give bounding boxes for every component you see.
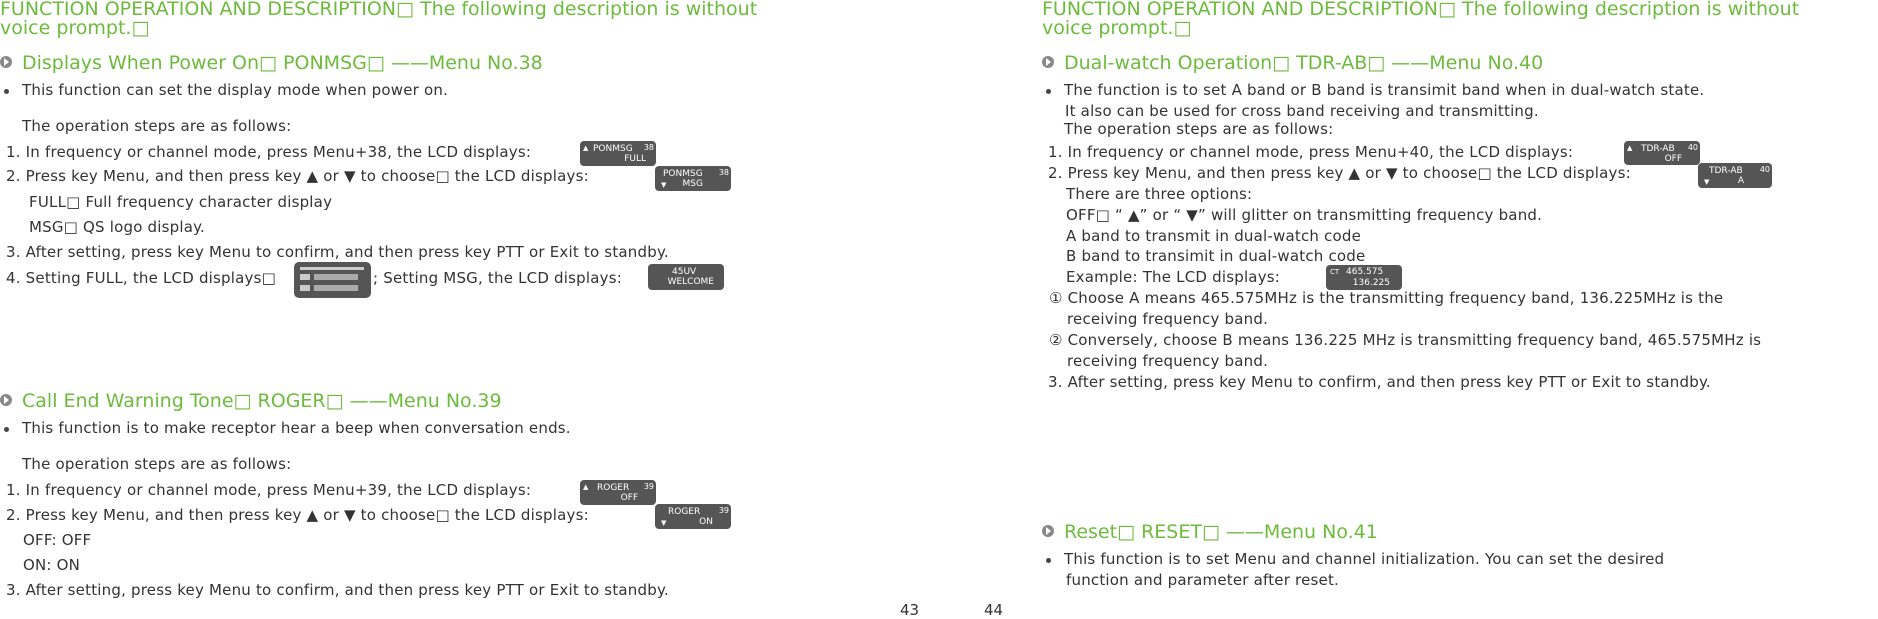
lcd-line1: 465.575	[1346, 267, 1384, 277]
lcd-display	[648, 264, 724, 290]
right-sec1-opt3: B band to transimit in dual-watch code	[1066, 247, 1366, 265]
lcd-line2: OFF	[1664, 154, 1682, 164]
up-arrow-icon: ▲	[583, 144, 589, 152]
right-sec1-ex2a: ② Conversely, choose B means 136.225 MHz is transmitting frequency band, 465.575MHz is	[1049, 331, 1762, 349]
left-sec2-opt1: OFF: OFF	[23, 531, 92, 549]
left-sec1-steps-intro: The operation steps are as follows:	[22, 117, 292, 135]
bullet-dot	[4, 427, 9, 432]
down-arrow-icon: ▼	[1704, 178, 1710, 186]
lcd-full-display-icon	[294, 262, 371, 298]
right-sec1-bullet: The function is to set A band or B band is transimit band when in dual-watch state.	[1064, 81, 1705, 99]
left-header-line1: FUNCTION OPERATION AND DESCRIPTION□ The following description is without	[0, 0, 758, 20]
left-sec2-step2: 2. Press key Menu, and then press key ▲ or ▼ to choose□ the LCD displays:	[6, 506, 589, 524]
left-sec1-step1: 1. In frequency or channel mode, press Menu+38, the LCD displays:	[6, 143, 532, 161]
right-sec1-step3: 3. After setting, press key Menu to confirm, and then press key PTT or Exit to standby.	[1048, 373, 1711, 391]
page-number-right: 44	[984, 601, 1004, 619]
right-header-line1: FUNCTION OPERATION AND DESCRIPTION□ The following description is without	[1042, 0, 1800, 20]
right-sec1-ex2b: receiving frequency band.	[1067, 352, 1269, 370]
right-sec1-ex1a: ① Choose A means 465.575MHz is the transmitting frequency band, 136.225MHz is the	[1049, 289, 1724, 307]
lcd-line1: PONMSG	[593, 144, 633, 154]
left-header-line2: voice prompt.□	[0, 17, 150, 39]
left-sec2-steps-intro: The operation steps are as follows:	[22, 455, 292, 473]
lcd-display	[580, 141, 656, 166]
lcd-line2: ON	[699, 517, 713, 527]
lcd-display	[1698, 163, 1772, 188]
page-number-left: 43	[900, 601, 920, 619]
right-sec1-opt0: There are three options:	[1066, 185, 1253, 203]
left-sec1-step4a: 4. Setting FULL, the LCD displays□	[6, 269, 276, 287]
bullet-dot	[1046, 558, 1051, 563]
left-sec2-step3: 3. After setting, press key Menu to confirm, and then press key PTT or Exit to standby.	[6, 581, 669, 599]
left-sec1-step2: 2. Press key Menu, and then press key ▲ or ▼ to choose□ the LCD displays:	[6, 167, 589, 185]
down-arrow-icon: ▼	[661, 519, 667, 527]
section-arrow-icon	[1042, 524, 1054, 538]
right-sec2-bullet: This function is to set Menu and channel initialization. You can set the desired	[1064, 550, 1665, 568]
lcd-line2: 136.225	[1352, 278, 1390, 288]
lcd-line2: OFF	[620, 493, 638, 503]
section-arrow-icon	[0, 55, 12, 69]
lcd-tag: CT	[1330, 268, 1340, 276]
left-sec1-title: Displays When Power On□ PONMSG□ ——Menu No.38	[22, 52, 543, 74]
lcd-line1: TDR-AB	[1709, 166, 1743, 176]
left-sec2-opt2: ON: ON	[23, 556, 81, 574]
down-arrow-icon: ▼	[661, 181, 667, 189]
lcd-menu-number: 38	[643, 143, 654, 152]
left-sec1-opt2: MSG□ QS logo display.	[29, 218, 206, 236]
left-sec1-bullet: This function can set the display mode when power on.	[22, 81, 449, 99]
right-sec1-step1: 1. In frequency or channel mode, press Menu+40, the LCD displays:	[1048, 143, 1574, 161]
right-sec1-step2: 2. Press key Menu, and then press key ▲ or ▼ to choose□ the LCD displays:	[1048, 164, 1631, 182]
lcd-line1: ROGER	[668, 507, 701, 517]
lcd-menu-number: 38	[718, 168, 729, 177]
right-sec1-example: Example: The LCD displays:	[1066, 268, 1281, 286]
left-sec1-opt1: FULL□ Full frequency character display	[29, 193, 333, 211]
right-sec1-ex1b: receiving frequency band.	[1067, 310, 1269, 328]
right-sec2-bullet2: function and parameter after reset.	[1066, 571, 1340, 589]
lcd-line1: 45UV	[672, 267, 697, 277]
lcd-display	[655, 166, 731, 191]
lcd-display	[1624, 141, 1700, 165]
lcd-line1: TDR-AB	[1641, 144, 1675, 154]
left-sec1-step4b: ; Setting MSG, the LCD displays:	[373, 269, 622, 287]
lcd-line1: ROGER	[597, 483, 630, 493]
lcd-menu-number: 40	[1687, 143, 1698, 152]
lcd-display	[580, 480, 656, 505]
bullet-dot	[1046, 89, 1051, 94]
lcd-menu-number: 40	[1759, 165, 1770, 174]
left-sec1-step3: 3. After setting, press key Menu to confirm, and then press key PTT or Exit to standby.	[6, 243, 669, 261]
lcd-line2: A	[1737, 176, 1744, 186]
lcd-line2: FULL	[624, 154, 646, 164]
right-sec1-opt1: OFF□ “ ▲” or “ ▼” will glitter on transmitting frequency band.	[1066, 206, 1543, 224]
lcd-menu-number: 39	[718, 506, 729, 515]
section-arrow-icon	[0, 393, 12, 407]
right-header-line2: voice prompt.□	[1042, 17, 1192, 39]
lcd-menu-number: 39	[643, 482, 654, 491]
up-arrow-icon: ▲	[1627, 144, 1633, 152]
lcd-display	[655, 504, 731, 529]
right-sec1-steps-intro: The operation steps are as follows:	[1064, 120, 1334, 138]
section-arrow-icon	[1042, 55, 1054, 69]
right-sec1-bullet2: It also can be used for cross band receiving and transmitting.	[1065, 102, 1539, 120]
right-sec1-title: Dual-watch Operation□ TDR-AB□ ——Menu No.40	[1064, 52, 1544, 74]
bullet-dot	[4, 89, 9, 94]
lcd-display	[1326, 265, 1402, 290]
up-arrow-icon: ▲	[583, 483, 589, 491]
left-sec2-bullet: This function is to make receptor hear a beep when conversation ends.	[22, 419, 571, 437]
left-sec2-title: Call End Warning Tone□ ROGER□ ——Menu No.39	[22, 390, 502, 412]
lcd-line2: MSG	[682, 179, 703, 189]
left-sec2-step1: 1. In frequency or channel mode, press Menu+39, the LCD displays:	[6, 481, 532, 499]
lcd-line1: PONMSG	[663, 169, 703, 179]
right-sec1-opt2: A band to transmit in dual-watch code	[1066, 227, 1362, 245]
right-sec2-title: Reset□ RESET□ ——Menu No.41	[1064, 521, 1378, 543]
lcd-line2: WELCOME	[667, 277, 714, 287]
